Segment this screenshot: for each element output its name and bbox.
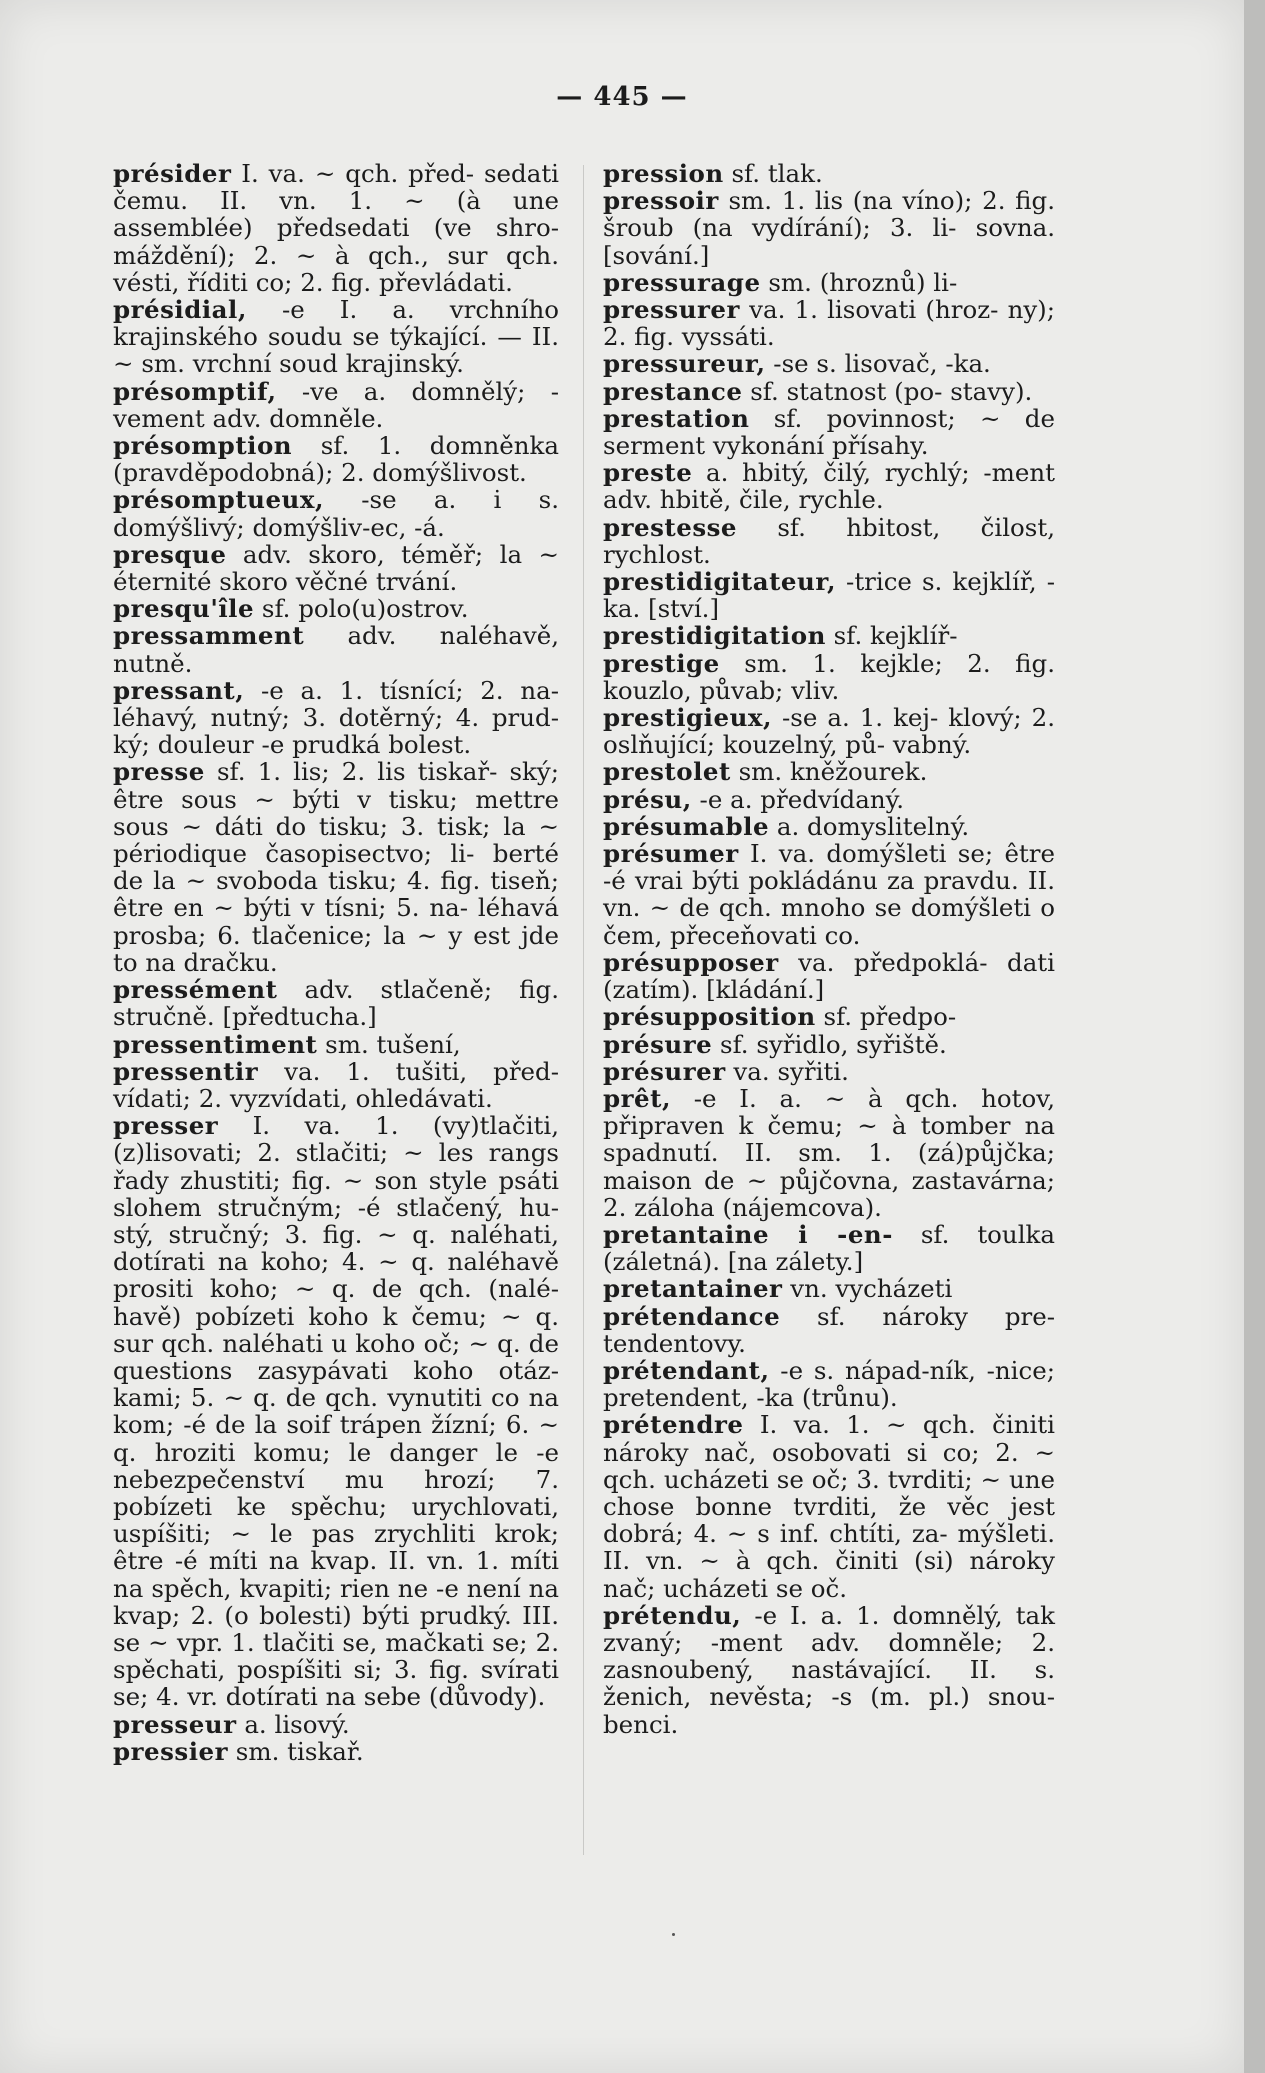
dictionary-entry: présidial, -e I. a. vrchního krajinského soudu se týkající. — II. ~ sm. vrchní soud krajinský. — [113, 295, 559, 379]
headword: prestigieux, — [603, 703, 773, 733]
headword: prêt, — [603, 1083, 671, 1113]
page-number: — 445 — — [556, 82, 688, 112]
headword: pressément — [113, 975, 278, 1005]
headword: prétendre — [603, 1410, 744, 1440]
dictionary-entry: presse sf. 1. lis; 2. lis tiskař- ský; être sous ~ býti v tisku; mettre sous ~ dáti do tisku; 3. tisk; la ~ périodique časopisectvo; li- berté de la ~ svoboda tisku; 4. fig. tiseň; être en ~ býti v tísni; 5. na- léhavá prosba; 6. tlačenice; la ~ y est jde to na dračku. — [113, 757, 559, 977]
headword: présu, — [603, 784, 692, 814]
dictionary-entry: présurer va. syřiti. — [603, 1056, 849, 1086]
dictionary-entry: prétendre I. va. 1. ~ qch. činiti nároky nač, osobovati si co; 2. ~ qch. ucházeti se oč; 3. tvrditi; ~ une chose bonne tvrditi, že věc jest dobrá; 4. ~ s inf. chtíti, za- mýšleti. II. vn. ~ à qch. činiti (si) nároky nač; ucházeti se oč. — [603, 1410, 1055, 1603]
dictionary-entry: pressier sm. tiskař. — [113, 1736, 364, 1766]
headword: pressentir — [113, 1056, 259, 1086]
specks — [672, 1933, 675, 1936]
dictionary-entry: pressément adv. stlačeně; fig. stručně. [předtucha.] — [113, 975, 559, 1032]
headword: preste — [603, 458, 693, 488]
headword: prestance — [603, 376, 743, 406]
dictionary-entry: pression sf. tlak. — [603, 159, 823, 188]
headword: presqu'île — [113, 594, 255, 624]
dictionary-entry: pressant, -e a. 1. tísnící; 2. na- léhavý, nutný; 3. dotěrný; 4. prud- ký; douleur -e prudká bolest. — [113, 675, 559, 760]
page-edge — [1244, 0, 1265, 2073]
headword: prestidigitateur, — [603, 567, 836, 597]
dictionary-entry: pressoir sm. 1. lis (na víno); 2. fig. šroub (na vydírání); 3. li- sovna. [sování.] — [603, 186, 1055, 270]
dictionary-entry: prétendance sf. nároky pre- tendentovy. — [603, 1301, 1055, 1358]
headword: pressoir — [603, 186, 719, 216]
headword: présure — [603, 1029, 713, 1059]
dictionary-entry: prétendant, -e s. nápad-ník, -nice; pretendent, -ka (trůnu). — [603, 1355, 1055, 1413]
headword: presser — [113, 1111, 219, 1141]
headword: prestolet — [603, 757, 731, 787]
headword: présupposer — [603, 947, 779, 977]
headword: pressant, — [113, 675, 245, 705]
dictionary-entry: présumable a. domyslitelný. — [603, 811, 970, 841]
headword: prestige — [603, 648, 720, 678]
dictionary-entry: presque adv. skoro, téměř; la ~ éternité skoro věčné trvání. — [113, 539, 559, 597]
headword: présumer — [603, 839, 739, 869]
headword: présurer — [603, 1056, 726, 1086]
dictionary-entry: presseur a. lisový. — [113, 1709, 350, 1739]
dictionary-entry: prestidigitation sf. kejklíř- — [603, 621, 958, 651]
headword: prestidigitation — [603, 621, 826, 651]
headword: pressier — [113, 1736, 229, 1766]
headword: pressureur, — [603, 349, 766, 379]
dictionary-entry: presqu'île sf. polo(u)ostrov. — [113, 594, 469, 624]
dictionary-entry: prestesse sf. hbitost, čilost, rychlost. — [603, 512, 1055, 569]
left-column — [113, 160, 559, 1765]
dictionary-entry: présomptif, -ve a. domnělý; -vement adv. domněle. — [113, 376, 559, 433]
headword: présidial, — [113, 295, 247, 325]
dictionary-entry: pressurage sm. (hroznů) li- — [603, 267, 958, 297]
headword: présomptueux, — [113, 485, 324, 515]
headword: prestesse — [603, 512, 737, 542]
headword: prétendu, — [603, 1600, 742, 1630]
dictionary-entry: presser I. va. 1. (vy)tlačiti, (z)lisovati; 2. stlačiti; ~ les rangs řady zhustiti; fig. ~ son style psáti slohem stručným; -é stlačený, hu- stý, stručný; 3. fig. ~ q. naléhati, dotírati na koho; 4. ~ q. naléhavě prositi koho; ~ q. de qch. (nalé- havě) pobízeti koho k čemu; ~ q. sur qch. naléhati u koho oč; ~ q. de questions zasypávati koho otáz- kami; 5. ~ q. de qch. vynutiti co na kom; -é de la soif trápen žízní; 6. ~ q. hroziti komu; le danger le -e nebezpečenství mu hrozí; 7. pobízeti ke spěchu; urychlovati, uspíšiti; ~ le pas zrychliti krok; être -é míti na kvap. II. vn. 1. míti na spěch, kvapiti; rien ne -e není na kvap; 2. (o bolesti) býti prudký. III. se ~ vpr. 1. tlačiti se, mačkati se; 2. spěchati, pospíšiti si; 3. fig. svírati se; 4. vr. dotírati na sebe (důvody). — [113, 1111, 559, 1712]
dictionary-entry: pressurer va. 1. lisovati (hroz- ny); 2. fig. vyssáti. — [603, 295, 1055, 352]
headword: presse — [113, 757, 205, 787]
headword: prétendance — [603, 1301, 781, 1331]
dictionary-entry: présomptueux, -se a. i s. domýšlivý; domýšliv-ec, -á. — [113, 485, 559, 542]
dictionary-entry: prétendu, -e I. a. 1. domnělý, tak zvaný; -ment adv. domněle; 2. zasnoubený, nastávající. II. s. ženich, nevěsta; -s (m. pl.) snou- benci. — [603, 1600, 1055, 1739]
dictionary-entry: présu, -e a. předvídaný. — [603, 784, 904, 814]
right-column — [603, 160, 1055, 1738]
dictionary-entry: présupposer va. předpoklá- dati (zatím). [kládání.] — [603, 947, 1055, 1005]
dictionary-entry: présure sf. syřidlo, syřiště. — [603, 1029, 947, 1059]
headword: présomption — [113, 431, 293, 461]
dictionary-entry: prestige sm. 1. kejkle; 2. fig. kouzlo, půvab; vliv. — [603, 648, 1055, 705]
dictionary-entry: présomption sf. 1. domněnka (pravděpodobná); 2. domýšlivost. — [113, 431, 559, 488]
dictionary-entry: pretantaine i -en- sf. toulka (záletná). [na zálety.] — [603, 1219, 1055, 1277]
dictionary-entry: prêt, -e I. a. ~ à qch. hotov, připraven k čemu; ~ à tomber na spadnutí. II. sm. 1. (zá)půjčka; maison de ~ půjčovna, zastavárna; 2. záloha (nájemcova). — [603, 1083, 1055, 1222]
headword: présupposition — [603, 1002, 816, 1032]
dictionary-entry: prestidigitateur, -trice s. kejklíř, -ka. [ství.] — [603, 567, 1055, 624]
headword: pretantaine i -en- — [603, 1219, 893, 1249]
dictionary-entry: prestation sf. povinnost; ~ de serment vykonání přísahy. — [603, 403, 1055, 461]
headword: presque — [113, 539, 227, 569]
headword: pressamment — [113, 621, 305, 651]
dictionary-entry: prestance sf. statnost (po- stavy). — [603, 376, 1033, 406]
dictionary-entry: preste a. hbitý, čilý, rychlý; -ment adv. hbitě, čile, rychle. — [603, 458, 1055, 515]
dictionary-entry: pressureur, -se s. lisovač, -ka. — [603, 349, 991, 379]
headword: pressurer — [603, 295, 740, 325]
column-gutter — [583, 165, 584, 1855]
headword: pressentiment — [113, 1029, 318, 1059]
dictionary-entry: présumer I. va. domýšleti se; être -é vrai býti pokládánu za pravdu. II. vn. ~ de qch. mnoho se domýšleti o čem, přeceňovati co. — [603, 839, 1055, 950]
headword: pressurage — [603, 267, 761, 297]
dictionary-entry: pressentiment sm. tušení, — [113, 1029, 461, 1059]
headword: pression — [603, 159, 724, 188]
dictionary-entry: prestigieux, -se a. 1. kej- klový; 2. oslňující; kouzelný, pů- vabný. — [603, 703, 1055, 760]
headword: presseur — [113, 1709, 237, 1739]
headword: pretantainer — [603, 1274, 783, 1304]
dictionary-entry: prestolet sm. kněžourek. — [603, 757, 928, 787]
headword: présider — [113, 159, 232, 188]
dictionary-entry: pressamment adv. naléhavě, nutně. — [113, 621, 559, 678]
headword: présomptif, — [113, 376, 277, 406]
dictionary-entry: pretantainer vn. vycházeti — [603, 1274, 953, 1304]
headword: prestation — [603, 403, 750, 433]
headword: présumable — [603, 811, 770, 841]
dictionary-entry: présider I. va. ~ qch. před- sedati čemu. II. vn. 1. ~ (à une assemblée) předsedati (ve shro- máždění); 2. ~ à qch., sur qch. vésti, říditi co; 2. fig. převládati. — [113, 159, 559, 297]
dictionary-entry: présupposition sf. předpo- — [603, 1002, 957, 1032]
dictionary-entry: pressentir va. 1. tušiti, před- vídati; 2. vyzvídati, ohledávati. — [113, 1056, 559, 1113]
headword: prétendant, — [603, 1355, 770, 1385]
